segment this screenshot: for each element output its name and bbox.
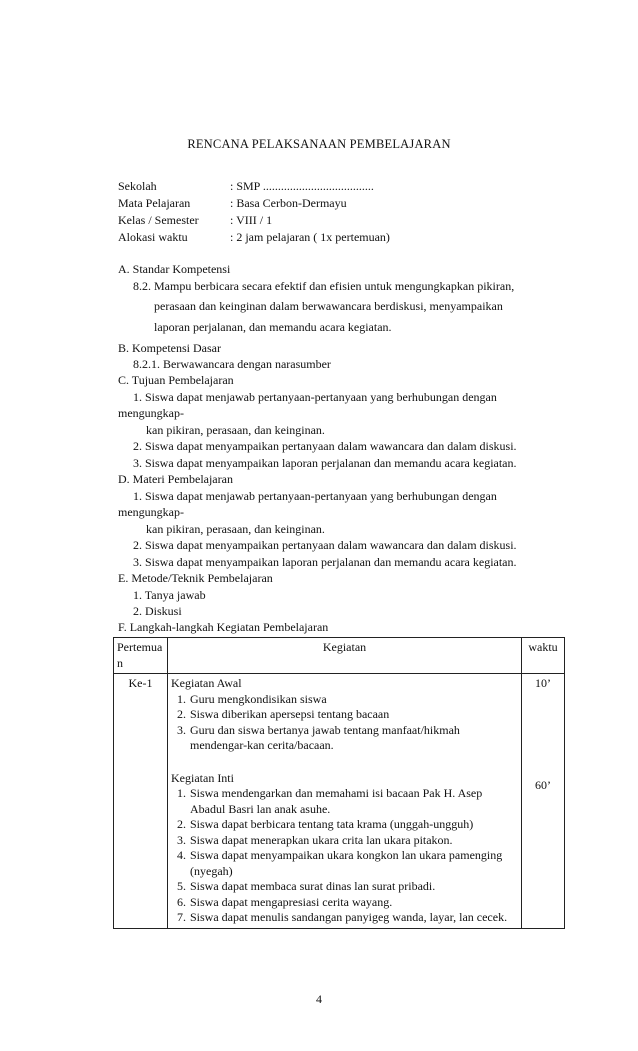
heading-standar-kompetensi: A. Standar Kompetensi <box>118 262 231 276</box>
value-mata-pelajaran: : Basa Cerbon-Dermayu <box>230 196 347 210</box>
label-sekolah: Sekolah <box>118 179 157 193</box>
heading-kompetensi-dasar: B. Kompetensi Dasar <box>118 341 221 355</box>
table-row <box>114 674 565 929</box>
tujuan-line: 2. Siswa dapat menyampaikan pertanyaan dalam wawancara dan dalam diskusi. <box>133 439 517 453</box>
heading-langkah-kegiatan: F. Langkah-langkah Kegiatan Pembelajaran <box>118 620 329 634</box>
kegiatan-cell <box>168 674 522 929</box>
page-number: 4 <box>316 992 322 1006</box>
sk-line: perasaan dan keinginan dalam berwawancara berdiskusi, menyampaikan <box>154 299 503 313</box>
heading-tujuan-pembelajaran: C. Tujuan Pembelajaran <box>118 373 234 387</box>
tujuan-line: 1. Siswa dapat menjawab pertanyaan-pertanyaan yang berhubungan dengan <box>133 390 497 404</box>
header-pertemuan-line: Pertemua <box>117 640 163 654</box>
kd-line: 8.2.1. Berwawancara dengan narasumber <box>133 357 331 371</box>
kegiatan-awal-title: Kegiatan Awal <box>171 676 242 690</box>
page-title: RENCANA PELAKSANAAN PEMBELAJARAN <box>187 137 451 151</box>
activity-table <box>113 637 565 929</box>
kegiatan-inti-title: Kegiatan Inti <box>171 770 234 785</box>
tujuan-line: mengungkap- <box>118 406 184 420</box>
list-item: 4. Siswa dapat menyampaikan ukara kongkon lan ukara pamenging (nyegah) <box>189 848 518 879</box>
kegiatan-awal-list <box>171 692 518 754</box>
list-item: 6. Siswa dapat mengapresiasi cerita wayang. <box>189 895 518 911</box>
value-kelas-semester: : VIII / 1 <box>230 213 273 227</box>
metode-item: 1. Tanya jawab <box>133 588 206 602</box>
label-kelas-semester: Kelas / Semester <box>118 213 199 227</box>
value-alokasi-waktu: : 2 jam pelajaran ( 1x pertemuan) <box>230 230 390 244</box>
time-inti: 60’ <box>535 777 551 792</box>
list-item: 5. Siswa dapat membaca surat dinas lan surat pribadi. <box>189 879 518 895</box>
heading-metode: E. Metode/Teknik Pembelajaran <box>118 571 273 585</box>
materi-line: 2. Siswa dapat menyampaikan pertanyaan dalam wawancara dan dalam diskusi. <box>133 538 517 552</box>
value-sekolah: : SMP ..................................... <box>230 179 374 193</box>
heading-materi-pembelajaran: D. Materi Pembelajaran <box>118 472 233 486</box>
materi-line: mengungkap- <box>118 505 184 519</box>
materi-line: kan pikiran, perasaan, dan keinginan. <box>146 522 325 536</box>
list-item: 3. Guru dan siswa bertanya jawab tentang manfaat/hikmah mendengar-kan cerita/bacaan. <box>189 723 518 754</box>
table-header-row <box>114 638 565 674</box>
kegiatan-inti-list <box>171 786 518 926</box>
tujuan-line: kan pikiran, perasaan, dan keinginan. <box>146 423 325 437</box>
waktu-cell <box>522 674 565 929</box>
list-item: 3. Siswa dapat menerapkan ukara crita lan ukara pitakon. <box>189 833 518 849</box>
label-alokasi-waktu: Alokasi waktu <box>118 230 188 244</box>
list-item: 1. Siswa mendengarkan dan memahami isi bacaan Pak H. Asep Abadul Basri lan anak asuhe. <box>189 786 518 817</box>
sk-line: 8.2. Mampu berbicara secara efektif dan efisien untuk mengungkapkan pikiran, <box>133 279 515 293</box>
tujuan-line: 3. Siswa dapat menyampaikan laporan perjalanan dan memandu acara kegiatan. <box>133 456 517 470</box>
materi-line: 1. Siswa dapat menjawab pertanyaan-pertanyaan yang berhubungan dengan <box>133 489 497 503</box>
list-item: 7. Siswa dapat menulis sandangan panyigeg wanda, layar, lan cecek. <box>189 910 518 926</box>
sk-line: laporan perjalanan, dan memandu acara kegiatan. <box>154 320 392 334</box>
header-pertemuan <box>114 638 168 674</box>
list-item: 2. Siswa dapat berbicara tentang tata krama (unggah-ungguh) <box>189 817 518 833</box>
header-waktu: waktu <box>522 638 565 674</box>
list-item: 2. Siswa diberikan apersepsi tentang bacaan <box>189 707 518 723</box>
meeting-cell: Ke-1 <box>114 674 168 929</box>
materi-line: 3. Siswa dapat menyampaikan laporan perjalanan dan memandu acara kegiatan. <box>133 555 517 569</box>
header-kegiatan: Kegiatan <box>168 638 522 674</box>
time-awal: 10’ <box>535 676 551 690</box>
metode-item: 2. Diskusi <box>133 604 182 618</box>
list-item: 1. Guru mengkondisikan siswa <box>189 692 518 708</box>
header-pertemuan-line: n <box>117 655 123 670</box>
label-mata-pelajaran: Mata Pelajaran <box>118 196 191 210</box>
